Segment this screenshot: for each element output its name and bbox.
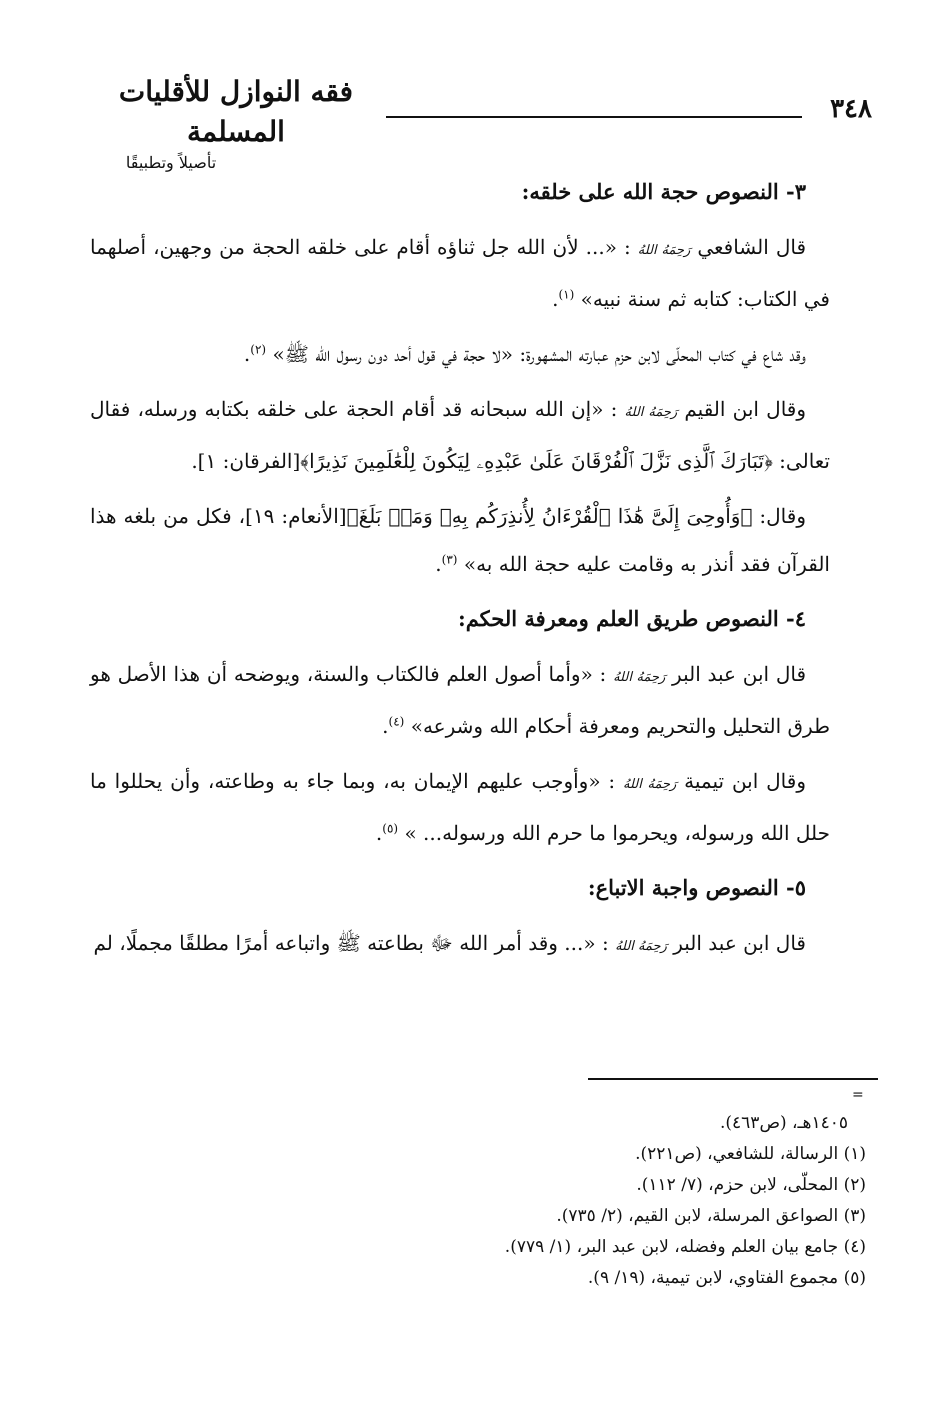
honorific-rahimahullah: رَحِمَهُ اللهُ xyxy=(615,939,667,954)
footnote-ref: (٢) xyxy=(250,342,267,357)
book-subtitle: تأصيلاً وتطبيقًا xyxy=(125,153,217,172)
footnote-ref: (١) xyxy=(558,287,575,302)
footnote-ref: (٥) xyxy=(382,821,399,836)
footnotes xyxy=(300,1108,866,1294)
page-header xyxy=(86,72,872,172)
footnote-item: (٣) الصواعق المرسلة، لابن القيم، (٢/ ٧٣٥). xyxy=(556,1206,866,1226)
paragraph: قال ابن عبد البر رَحِمَهُ اللهُ : «وأما أصول العلم فالكتاب والسنة، ويوضحه أن هذا الأصل هو طرق التحليل والتحريم ومعرفة أحكام الله وشرعه» $^{(٤)}$. xyxy=(90,662,830,738)
footnote-separator xyxy=(588,1078,878,1080)
section-heading: ٣- النصوص حجة الله على خلقه: xyxy=(521,179,806,204)
honorific-rahimahullah: رَحِمَهُ اللهُ xyxy=(623,777,677,792)
footnote-item: (١) الرسالة، للشافعي، (ص٢٢١). xyxy=(635,1144,866,1164)
main-text xyxy=(90,168,830,978)
paragraph: وقال ابن تيمية رَحِمَهُ اللهُ : «وأوجب عليهم الإيمان به، وبما جاء به وطاعته، وأن يحللوا ما حلل الله ورسوله، ويحرموا ما حرم الله ورسوله... » $^{(٥)}$. xyxy=(90,769,830,845)
book-title: فقه النوازل للأقليات المسلمة xyxy=(118,75,354,148)
section-heading: ٥- النصوص واجبة الاتباع: xyxy=(587,875,806,900)
honorific-rahimahullah: رَحِمَهُ اللهُ xyxy=(613,670,666,685)
footnote-continuation-mark: = xyxy=(852,1087,864,1103)
footnote-ref: (٤) xyxy=(388,714,405,729)
honorific-rahimahullah: رَحِمَهُ اللهُ xyxy=(637,243,691,258)
footnote-item: (٢) المحلّى، لابن حزم، (٧/ ١١٢). xyxy=(636,1175,866,1195)
paragraph: وقال: ﴿وَأُوحِىَ إِلَىَّ هَٰذَا ٱلْقُرْءَانُ لِأُنذِرَكُم بِهِۦ وَمَنۢ بَلَغَ﴾[الأنعام: ١٩]، فكل من بلغه هذا القرآن فقد أنذر به وقامت عليه حجة الله به» $^{(٣)}$. xyxy=(90,504,830,576)
section-heading: ٤- النصوص طريق العلم ومعرفة الحكم: xyxy=(457,606,806,631)
paragraph: قال الشافعي رَحِمَهُ اللهُ : «... لأن الله جل ثناؤه أقام على خلقه الحجة من وجهين، أصلهما في الكتاب: كتابه ثم سنة نبيه» $^{(١)}$. xyxy=(90,235,830,311)
book-title-logo xyxy=(86,72,386,172)
page-number: ٣٤٨ xyxy=(830,94,872,124)
honorific-rahimahullah: رَحِمَهُ اللهُ xyxy=(624,405,678,420)
footnote-item: (٥) مجموع الفتاوي، لابن تيمية، (١٩/ ٩). xyxy=(587,1268,866,1288)
paragraph: وقد شاع في كتاب المحلّى لابن حزم عبارته المشهورة: «لا حجة في قول أحد دون رسول الله ﷺ» $^{(٢)}$. xyxy=(243,342,806,366)
paragraph: قال ابن عبد البر رَحِمَهُ اللهُ : «... وقد أمر الله ﷻ بطاعته ﷺ واتباعه أمرًا مطلقًا مجملًا، لم xyxy=(93,931,806,955)
header-rule xyxy=(386,116,802,118)
footnote-item: (٤) جامع بيان العلم وفضله، لابن عبد البر، (١/ ٧٧٩). xyxy=(504,1237,866,1257)
footnote-ref: (٣) xyxy=(441,552,458,567)
paragraph: وقال ابن القيم رَحِمَهُ اللهُ : «إن الله سبحانه قد أقام الحجة على خلقه بكتابه ورسله، فقال تعالى: ﴿تَبَارَكَ ٱلَّذِى نَزَّلَ ٱلْفُرْقَانَ عَلَىٰ عَبْدِهِۦ لِيَكُونَ لِلْعَٰلَمِينَ نَذِيرًا﴾[الفرقان: ١]. xyxy=(90,397,830,473)
footnote-continuation: ١٤٠٥هـ، (ص٤٦٣). xyxy=(719,1113,848,1133)
